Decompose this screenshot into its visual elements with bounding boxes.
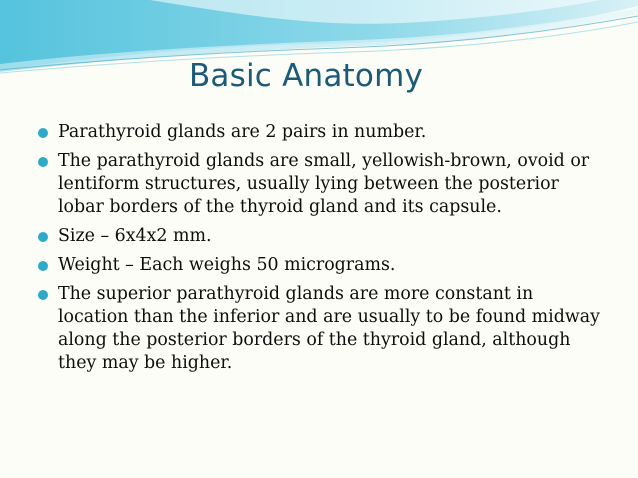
bullet-item [38, 121, 608, 144]
bullet-text: The superior parathyroid glands are more constant in location than the inferior and are usually to be found midway along the posterior borders of the thyroid gland, although they may be higher. [58, 284, 600, 373]
bullet-list [38, 121, 608, 381]
bullet-dot-icon [38, 157, 48, 167]
bullet-dot-icon [38, 232, 48, 242]
bullet-text: The parathyroid glands are small, yellowish-brown, ovoid or lentiform structures, usually lying between the posterior lobar borders of the thyroid gland and its capsule. [58, 151, 590, 217]
bullet-item [38, 225, 608, 248]
bullet-dot-icon [38, 261, 48, 271]
bullet-text: Size – 6x4x2 mm. [58, 226, 212, 246]
bullet-item [38, 254, 608, 277]
slide-title: Basic Anatomy [188, 58, 424, 94]
bullet-dot-icon [38, 128, 48, 138]
bullet-text: Parathyroid glands are 2 pairs in number. [58, 122, 427, 142]
bullet-item [38, 283, 608, 375]
bullet-text: Weight – Each weighs 50 micrograms. [58, 255, 396, 275]
bullet-dot-icon [38, 290, 48, 300]
bullet-item [38, 150, 608, 219]
